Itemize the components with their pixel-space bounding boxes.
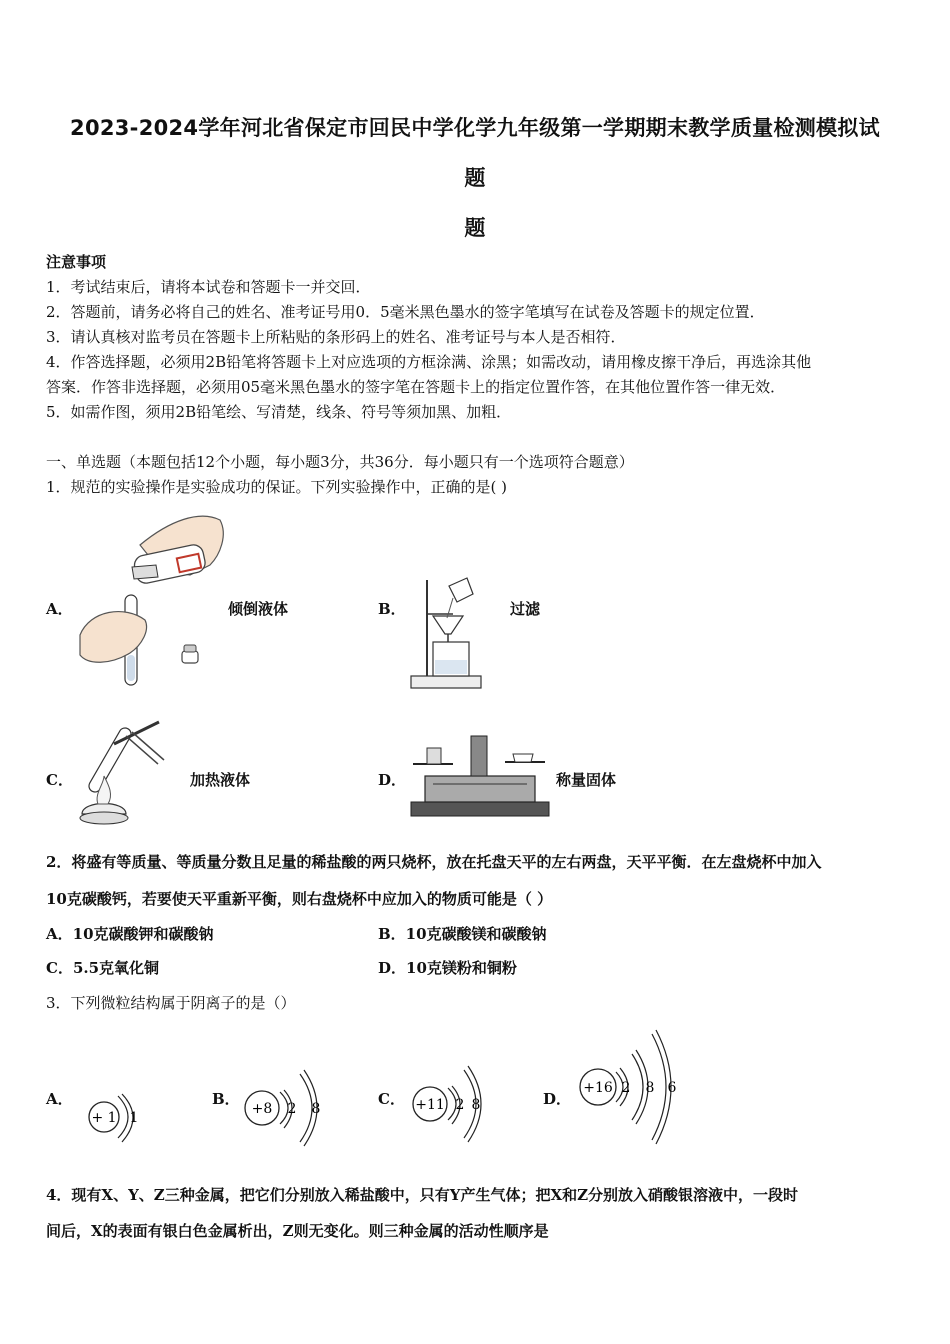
notice-item: 答案．作答非选择题，必须用05毫米黑色墨水的签字笔在答题卡上的指定位置作答，在其他位置作答一律无效． <box>46 378 786 396</box>
question-4-stem-line1: 4．现有X、Y、Z三种金属，把它们分别放入稀盐酸中，只有Y产生气体；把X和Z分别放入硝酸银溶液中，一段时 <box>46 1186 799 1204</box>
weighing-solid-illustration <box>405 728 555 820</box>
q1-option-c-label: C． <box>46 771 73 789</box>
q3-option-b-label: B． <box>212 1090 240 1108</box>
q3-option-c-label: C． <box>378 1090 405 1108</box>
notice-item: 5．如需作图，须用2B铅笔绘、写清楚，线条、符号等须加黑、加粗． <box>46 403 512 421</box>
pouring-liquid-illustration <box>70 505 230 690</box>
shell-electrons: 1 <box>129 1110 139 1126</box>
question-2-stem-line1: 2．将盛有等质量、等质量分数且足量的稀盐酸的两只烧杯，放在托盘天平的左右两盘，天平平衡．在左盘烧杯中加入 <box>46 853 822 871</box>
notice-heading: 注意事项 <box>46 253 107 271</box>
q1-option-a-caption: 倾倒液体 <box>228 600 289 618</box>
notice-item: 1．考试结束后，请将本试卷和答题卡一并交回． <box>46 278 371 296</box>
page-title-line2: 题 <box>464 166 486 190</box>
atom-diagram-c <box>408 1062 498 1146</box>
notice-item: 2．答题前，请务必将自己的姓名、准考证号用0．5毫米黑色墨水的签字笔填写在试卷及答题卡的规定位置． <box>46 303 765 321</box>
q1-option-d-label: D． <box>378 771 407 789</box>
q1-option-a-label: A． <box>46 600 73 618</box>
shell-electrons: 2 <box>455 1097 465 1113</box>
shell-electrons: 8 <box>471 1097 481 1113</box>
q3-option-d-label: D． <box>543 1090 572 1108</box>
notice-item: 3．请认真核对监考员在答题卡上所粘贴的条形码上的姓名、准考证号与本人是否相符． <box>46 328 626 346</box>
shell-electrons: 2 <box>621 1080 631 1096</box>
nucleus-charge: +8 <box>251 1101 273 1117</box>
filtration-illustration <box>405 572 505 692</box>
nucleus-charge: +11 <box>415 1097 445 1113</box>
notice-item: 4．作答选择题，必须用2B铅笔将答题卡上对应选项的方框涂满、涂黑；如需改动，请用橡皮擦干净后，再选涂其他 <box>46 353 812 371</box>
shell-electrons: 6 <box>667 1080 677 1096</box>
q3-option-a-label: A． <box>46 1090 73 1108</box>
q2-option-c: C．5.5克氧化铜 <box>46 959 160 977</box>
q2-option-d: D．10克镁粉和铜粉 <box>378 959 517 977</box>
shell-electrons: 2 <box>287 1101 297 1117</box>
page-title-line3: 题 <box>464 216 486 240</box>
heating-liquid-illustration <box>74 714 189 829</box>
q1-option-b-caption: 过滤 <box>510 600 541 618</box>
question-3-stem: 3．下列微粒结构属于阴离子的是（） <box>46 994 296 1012</box>
question-2-stem-line2: 10克碳酸钙，若要使天平重新平衡，则右盘烧杯中应加入的物质可能是（ ） <box>46 890 553 908</box>
section-heading: 一、单选题（本题包括12个小题，每小题3分，共36分．每小题只有一个选项符合题意） <box>46 453 634 471</box>
atom-diagram-a <box>84 1088 144 1150</box>
question-1-stem: 1．规范的实验操作是实验成功的保证。下列实验操作中，正确的是( ) <box>46 478 508 496</box>
nucleus-charge: + 1 <box>91 1110 117 1126</box>
q1-option-d-caption: 称量固体 <box>556 771 617 789</box>
q1-option-c-caption: 加热液体 <box>190 771 251 789</box>
q2-option-a: A．10克碳酸钾和碳酸钠 <box>46 925 214 943</box>
q1-option-b-label: B． <box>378 600 406 618</box>
nucleus-charge: +16 <box>583 1080 613 1096</box>
atom-diagram-b <box>240 1066 330 1150</box>
q2-option-b: B．10克碳酸镁和碳酸钠 <box>378 925 547 943</box>
question-4-stem-line2: 间后，X的表面有银白色金属析出，Z则无变化。则三种金属的活动性顺序是 <box>46 1222 549 1240</box>
atom-diagram-d <box>576 1028 686 1148</box>
page-title-line1: 2023-2024学年河北省保定市回民中学化学九年级第一学期期末教学质量检测模拟试 <box>70 116 880 140</box>
shell-electrons: 8 <box>311 1101 321 1117</box>
shell-electrons: 8 <box>645 1080 655 1096</box>
